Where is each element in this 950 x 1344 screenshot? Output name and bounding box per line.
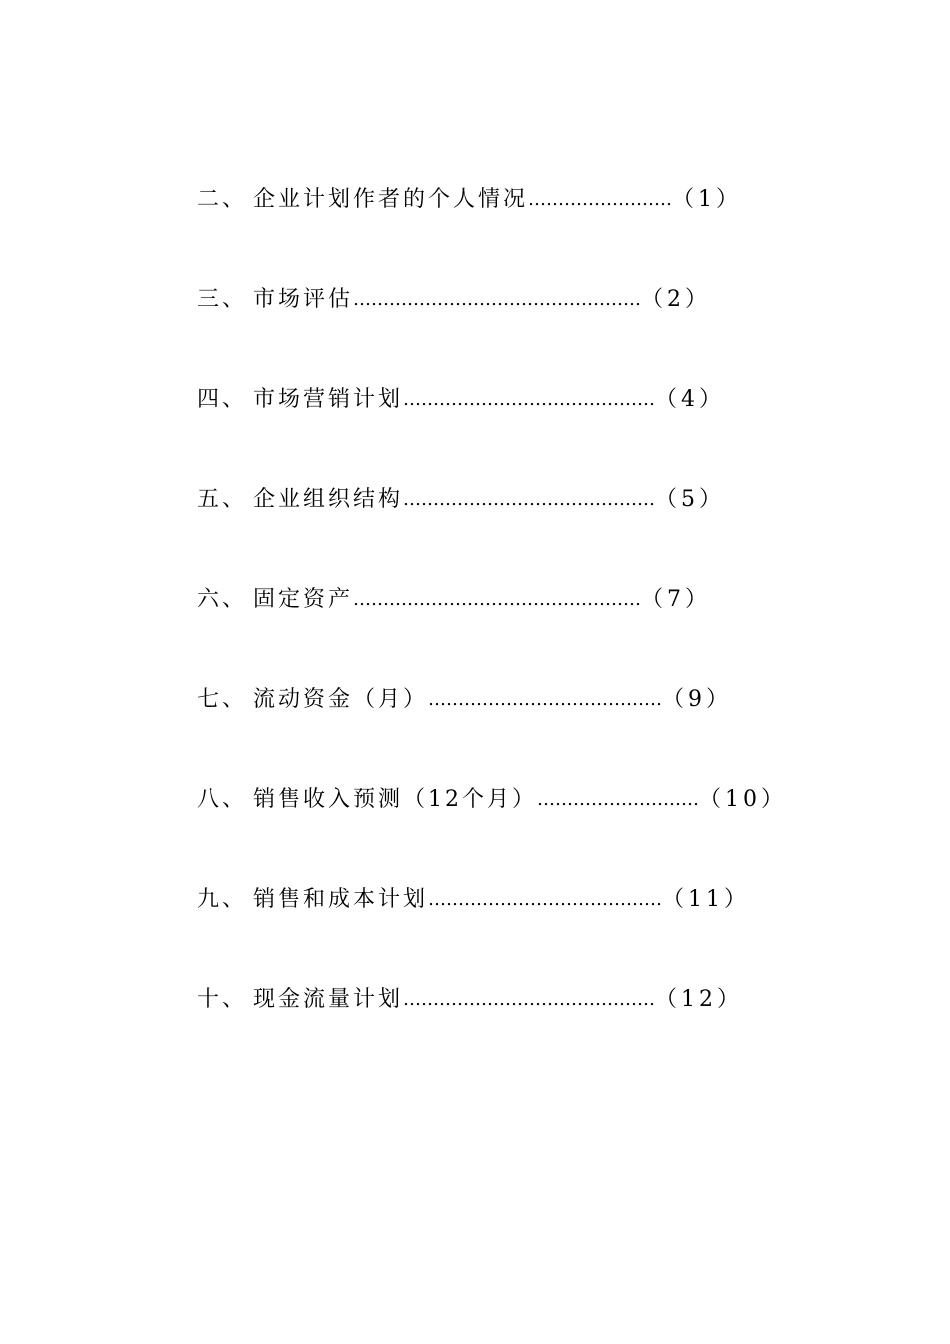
table-of-contents xyxy=(197,178,797,1078)
toc-entry[interactable] xyxy=(197,578,797,678)
toc-entry[interactable] xyxy=(197,378,797,478)
toc-entry-title: 企业组织结构 xyxy=(253,487,404,512)
toc-entry-leader: ………………………………… xyxy=(428,889,663,910)
toc-entry[interactable] xyxy=(197,978,797,1078)
toc-entry-page: （2） xyxy=(641,287,712,312)
toc-entry-title: 销售和成本计划 xyxy=(253,887,429,912)
toc-entry-number: 二、 xyxy=(197,187,248,212)
toc-entry-number: 七、 xyxy=(197,687,248,712)
toc-entry-title: 固定资产 xyxy=(253,587,354,612)
toc-entry-number: 八、 xyxy=(197,787,248,812)
toc-entry-title: 市场营销计划 xyxy=(253,387,404,412)
toc-entry[interactable] xyxy=(197,278,797,378)
toc-entry[interactable] xyxy=(197,778,797,878)
toc-entry-number: 五、 xyxy=(197,487,248,512)
toc-entry-leader: ……………………… xyxy=(537,789,699,810)
toc-entry-number: 十、 xyxy=(197,987,248,1012)
toc-entry[interactable] xyxy=(197,478,797,578)
toc-entry-leader: …………………………………… xyxy=(403,489,656,510)
toc-entry-title: 现金流量计划 xyxy=(253,987,404,1012)
toc-entry[interactable] xyxy=(197,878,797,978)
toc-entry-leader: …………………………………… xyxy=(403,989,656,1010)
toc-entry-number: 三、 xyxy=(197,287,248,312)
toc-entry-leader: …………………………………… xyxy=(403,389,656,410)
toc-entry-page: （11） xyxy=(662,887,751,912)
toc-entry-leader: …………………… xyxy=(528,189,673,210)
toc-entry-page: （12） xyxy=(655,987,744,1012)
toc-entry-number: 六、 xyxy=(197,587,248,612)
toc-entry-title: 销售收入预测（12个月） xyxy=(253,787,537,812)
toc-entry-number: 九、 xyxy=(197,887,248,912)
toc-entry-page: （9） xyxy=(662,687,733,712)
toc-entry-leader: ………………………………………… xyxy=(353,589,642,610)
toc-entry-page: （10） xyxy=(699,787,787,812)
toc-entry-page: （4） xyxy=(655,387,726,412)
toc-entry-leader: ………………………………… xyxy=(428,689,663,710)
toc-entry-page: （5） xyxy=(655,487,726,512)
toc-entry-title: 企业计划作者的个人情况 xyxy=(253,187,529,212)
toc-entry-title: 市场评估 xyxy=(253,287,354,312)
toc-entry[interactable] xyxy=(197,678,797,778)
toc-entry-title: 流动资金（月） xyxy=(253,687,429,712)
toc-entry-number: 四、 xyxy=(197,387,248,412)
toc-entry-page: （1） xyxy=(672,187,743,212)
toc-entry[interactable] xyxy=(197,178,797,278)
toc-entry-leader: ………………………………………… xyxy=(353,289,642,310)
toc-entry-page: （7） xyxy=(641,587,712,612)
